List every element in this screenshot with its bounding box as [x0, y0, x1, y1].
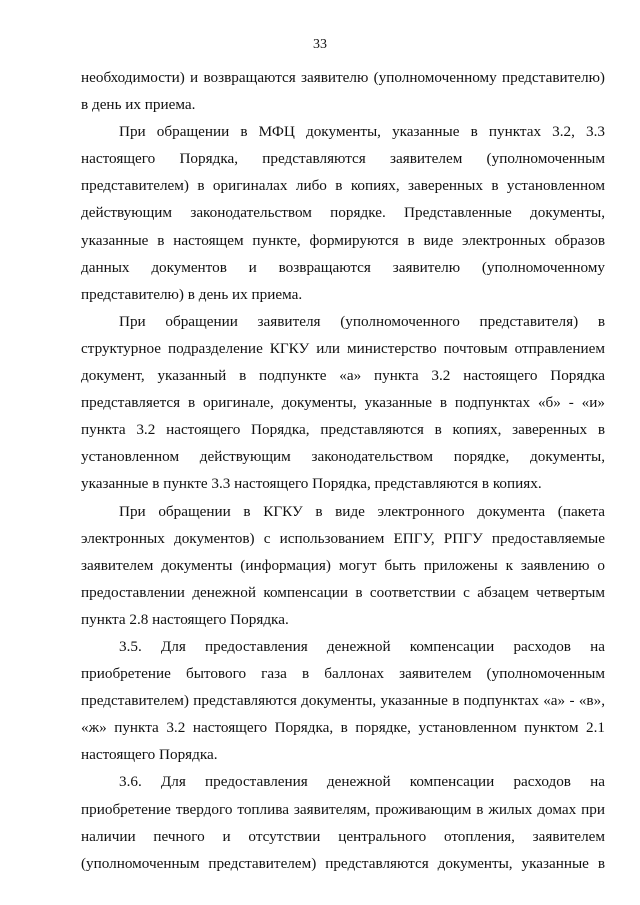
text-line: При обращении в МФЦ документы, указанные в пунктах 3.2, 3.3: [119, 123, 605, 141]
text-line: приобретение бытового газа в баллонах заявителем (уполномоченным: [81, 665, 605, 683]
text-line: в день их приема.: [81, 96, 196, 114]
text-line: настоящего Порядка.: [81, 746, 218, 764]
text-line: установленном действующим законодательством порядке, документы,: [81, 448, 605, 466]
paragraph-line: [81, 823, 605, 850]
paragraph-line: [81, 796, 605, 823]
paragraph-line: [81, 416, 605, 443]
page-number: 33: [313, 37, 327, 52]
text-line: пункта 3.2 настоящего Порядка, представляются в копиях, заверенных в: [81, 421, 605, 439]
paragraph-line: [81, 389, 605, 416]
text-line: При обращении в КГКУ в виде электронного документа (пакета: [119, 502, 605, 520]
text-line: данных документов и возвращаются заявителю (уполномоченному: [81, 258, 605, 276]
paragraph: [81, 118, 605, 145]
text-line: действующим законодательством порядке. Представленные документы,: [81, 204, 605, 222]
text-line: «ж» пункта 3.2 настоящего Порядка, в порядке, установленном пунктом 2.1: [81, 719, 605, 737]
paragraph: [81, 91, 605, 118]
text-line: документ, указанный в подпункте «а» пункта 3.2 настоящего Порядка: [81, 367, 605, 385]
text-line: 3.5. Для предоставления денежной компенсации расходов на: [119, 637, 605, 655]
paragraph-line: [81, 335, 605, 362]
paragraph-line: [81, 199, 605, 226]
paragraph-line: [81, 443, 605, 470]
text-line: представителем) представляются документы, указанные в подпунктах «а» - «в»,: [81, 692, 605, 710]
text-line: представителю) в день их приема.: [81, 285, 303, 303]
paragraph: [81, 633, 605, 660]
document-body: [81, 64, 605, 877]
paragraph-line: [81, 281, 605, 308]
paragraph-line: [81, 714, 605, 741]
text-line: заявителем документы (информация) могут быть приложены к заявлению о: [81, 556, 605, 574]
text-line: указанные в пункте 3.3 настоящего Порядка, представляются в копиях.: [81, 475, 542, 493]
paragraph: [81, 768, 605, 795]
text-line: настоящего Порядка, представляются заявителем (уполномоченным: [81, 150, 605, 168]
paragraph-line: [81, 552, 605, 579]
paragraph-line: [81, 470, 605, 497]
paragraph-line: [81, 579, 605, 606]
paragraph-line: [81, 741, 605, 768]
paragraph-line: [81, 145, 605, 172]
text-line: необходимости) и возвращаются заявителю (уполномоченному представителю): [81, 69, 605, 86]
paragraph-line: [81, 525, 605, 552]
paragraph-line: [81, 362, 605, 389]
text-line: пункта 2.8 настоящего Порядка.: [81, 610, 289, 628]
text-line: При обращении заявителя (уполномоченного представителя) в: [119, 312, 605, 330]
text-line: представляется в оригинале, документы, указанные в подпунктах «б» - «и»: [81, 394, 605, 412]
text-line: структурное подразделение КГКУ или министерство почтовым отправлением: [81, 339, 605, 357]
paragraph: [81, 64, 605, 91]
paragraph-line: [81, 850, 605, 877]
text-line: электронных документов) с использованием ЕПГУ, РПГУ предоставляемые: [81, 529, 605, 547]
paragraph-line: [81, 687, 605, 714]
text-line: наличии печного и отсутствии центрального отопления, заявителем: [81, 827, 605, 845]
text-line: приобретение твердого топлива заявителям, проживающим в жилых домах при: [81, 800, 605, 818]
paragraph-line: [81, 254, 605, 281]
text-line: (уполномоченным представителем) представляются документы, указанные в: [81, 854, 605, 872]
text-line: представителем) в оригиналах либо в копиях, заверенных в установленном: [81, 177, 605, 195]
text-line: указанные в настоящем пункте, формируются в виде электронных образов: [81, 231, 605, 249]
paragraph: [81, 308, 605, 335]
text-line: 3.6. Для предоставления денежной компенсации расходов на: [119, 773, 605, 791]
paragraph-line: [81, 227, 605, 254]
text-line: предоставлении денежной компенсации в соответствии с абзацем четвертым: [81, 583, 605, 601]
paragraph-line: [81, 660, 605, 687]
paragraph-line: [81, 606, 605, 633]
paragraph-line: [81, 172, 605, 199]
paragraph: [81, 498, 605, 525]
